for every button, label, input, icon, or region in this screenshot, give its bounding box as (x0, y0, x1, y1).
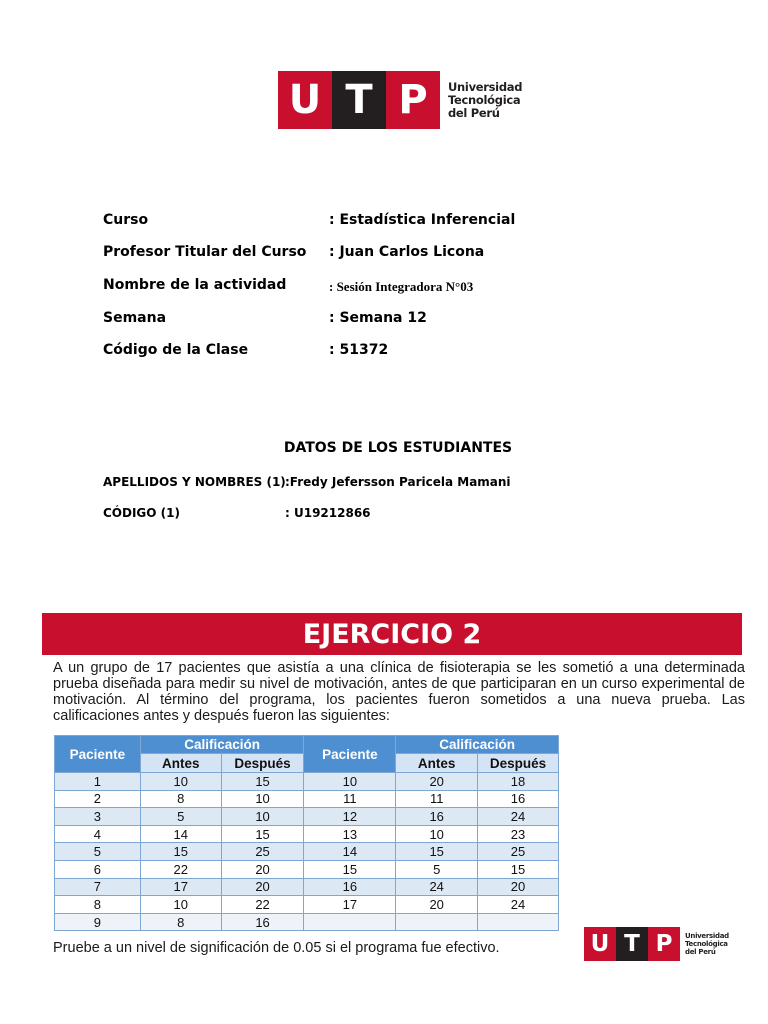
table-cell: 6 (55, 860, 141, 878)
exercise-title-banner: EJERCICIO 2 (42, 613, 742, 655)
utp-logo-bottom (584, 927, 729, 961)
table-cell: 25 (221, 843, 304, 861)
logo-letter-u: U (584, 927, 616, 961)
table-cell: 15 (140, 843, 221, 861)
table-cell: 16 (478, 790, 559, 808)
table-cell: 20 (396, 896, 478, 914)
table-cell: 16 (221, 913, 304, 931)
student-code-label: CÓDIGO (1) (103, 506, 180, 520)
class-code-value: : 51372 (329, 342, 389, 358)
table-cell: 20 (396, 773, 478, 791)
course-label: Curso (103, 212, 149, 228)
class-code-label: Código de la Clase (103, 342, 249, 358)
table-cell: 17 (140, 878, 221, 896)
table-cell: 23 (478, 825, 559, 843)
week-value: : Semana 12 (329, 310, 427, 326)
logo-letter-p: P (648, 927, 680, 961)
table-cell: 14 (304, 843, 396, 861)
course-value: : Estadística Inferencial (329, 212, 516, 228)
table-cell: 8 (55, 896, 141, 914)
table-cell: 10 (304, 773, 396, 791)
table-cell: 22 (140, 860, 221, 878)
logo-university-name: Universidad Tecnológica del Perú (448, 79, 523, 120)
table-cell: 22 (221, 896, 304, 914)
header-after-right: Después (478, 754, 559, 773)
table-cell: 1 (55, 773, 141, 791)
table-cell: 15 (221, 825, 304, 843)
activity-label: Nombre de la actividad (103, 277, 287, 293)
table-cell: 20 (221, 878, 304, 896)
table-cell: 16 (304, 878, 396, 896)
week-label: Semana (103, 310, 167, 326)
header-grade-left: Calificación (140, 736, 304, 754)
header-grade-right: Calificación (396, 736, 559, 754)
students-title: DATOS DE LOS ESTUDIANTES (283, 440, 513, 456)
table-cell (396, 913, 478, 931)
logo-letter-p: P (386, 71, 440, 129)
table-cell: 15 (304, 860, 396, 878)
table-cell: 25 (478, 843, 559, 861)
table-cell: 17 (304, 896, 396, 914)
table-cell: 10 (221, 808, 304, 826)
table-cell: 15 (478, 860, 559, 878)
table-cell: 15 (396, 843, 478, 861)
table-cell: 5 (55, 843, 141, 861)
table-cell: 10 (396, 825, 478, 843)
student-code-value: : U19212866 (285, 506, 371, 520)
table-row (55, 825, 559, 843)
table-cell: 24 (396, 878, 478, 896)
table-cell: 3 (55, 808, 141, 826)
table-cell: 10 (221, 790, 304, 808)
table-cell: 2 (55, 790, 141, 808)
table-row (55, 913, 559, 931)
professor-value: : Juan Carlos Licona (329, 244, 485, 260)
table-cell: 20 (478, 878, 559, 896)
table-row (55, 773, 559, 791)
table-cell: 5 (140, 808, 221, 826)
logo-university-name: Universidad Tecnológica del Perú (685, 932, 729, 956)
table-cell: 11 (396, 790, 478, 808)
table-cell (478, 913, 559, 931)
header-patient-right: Paciente (304, 736, 396, 773)
table-cell (304, 913, 396, 931)
table-cell: 4 (55, 825, 141, 843)
table-cell: 24 (478, 808, 559, 826)
logo-letter-u: U (278, 71, 332, 129)
logo-letter-t: T (332, 71, 386, 129)
table-cell: 10 (140, 896, 221, 914)
table-cell: 16 (396, 808, 478, 826)
table-cell: 20 (221, 860, 304, 878)
grades-table (54, 735, 559, 931)
table-cell: 18 (478, 773, 559, 791)
exercise-question: Pruebe a un nivel de significación de 0.05 si el programa fue efectivo. (53, 940, 500, 956)
table-cell: 15 (221, 773, 304, 791)
activity-value: : Sesión Integradora N°03 (329, 279, 474, 294)
header-before-right: Antes (396, 754, 478, 773)
table-cell: 13 (304, 825, 396, 843)
table-cell: 8 (140, 790, 221, 808)
student-name-label: APELLIDOS Y NOMBRES (1) (103, 475, 286, 489)
table-cell: 14 (140, 825, 221, 843)
exercise-statement: A un grupo de 17 pacientes que asistía a una clínica de fisioterapia se les sometió a una determinada prueba diseñada para medir su nivel de motivación, antes de que participaran en un curso experimental de motivación. Al término del programa, los pacientes fueron sometidos a una nueva prueba. Las calificaciones antes y después fueron las siguientes: (53, 660, 745, 724)
table-cell: 11 (304, 790, 396, 808)
table-row (55, 790, 559, 808)
table-row (55, 808, 559, 826)
logo-letter-t: T (616, 927, 648, 961)
table-cell: 10 (140, 773, 221, 791)
student-name-value: :Fredy Jefersson Paricela Mamani (285, 475, 511, 489)
table-row (55, 843, 559, 861)
table-cell: 24 (478, 896, 559, 914)
table-cell: 9 (55, 913, 141, 931)
table-cell: 5 (396, 860, 478, 878)
utp-logo-top (278, 71, 522, 129)
table-row (55, 878, 559, 896)
table-cell: 7 (55, 878, 141, 896)
professor-label: Profesor Titular del Curso (103, 244, 307, 260)
table-cell: 12 (304, 808, 396, 826)
table-row (55, 896, 559, 914)
table-cell: 8 (140, 913, 221, 931)
table-row (55, 860, 559, 878)
header-patient-left: Paciente (55, 736, 141, 773)
header-before-left: Antes (140, 754, 221, 773)
header-after-left: Después (221, 754, 304, 773)
